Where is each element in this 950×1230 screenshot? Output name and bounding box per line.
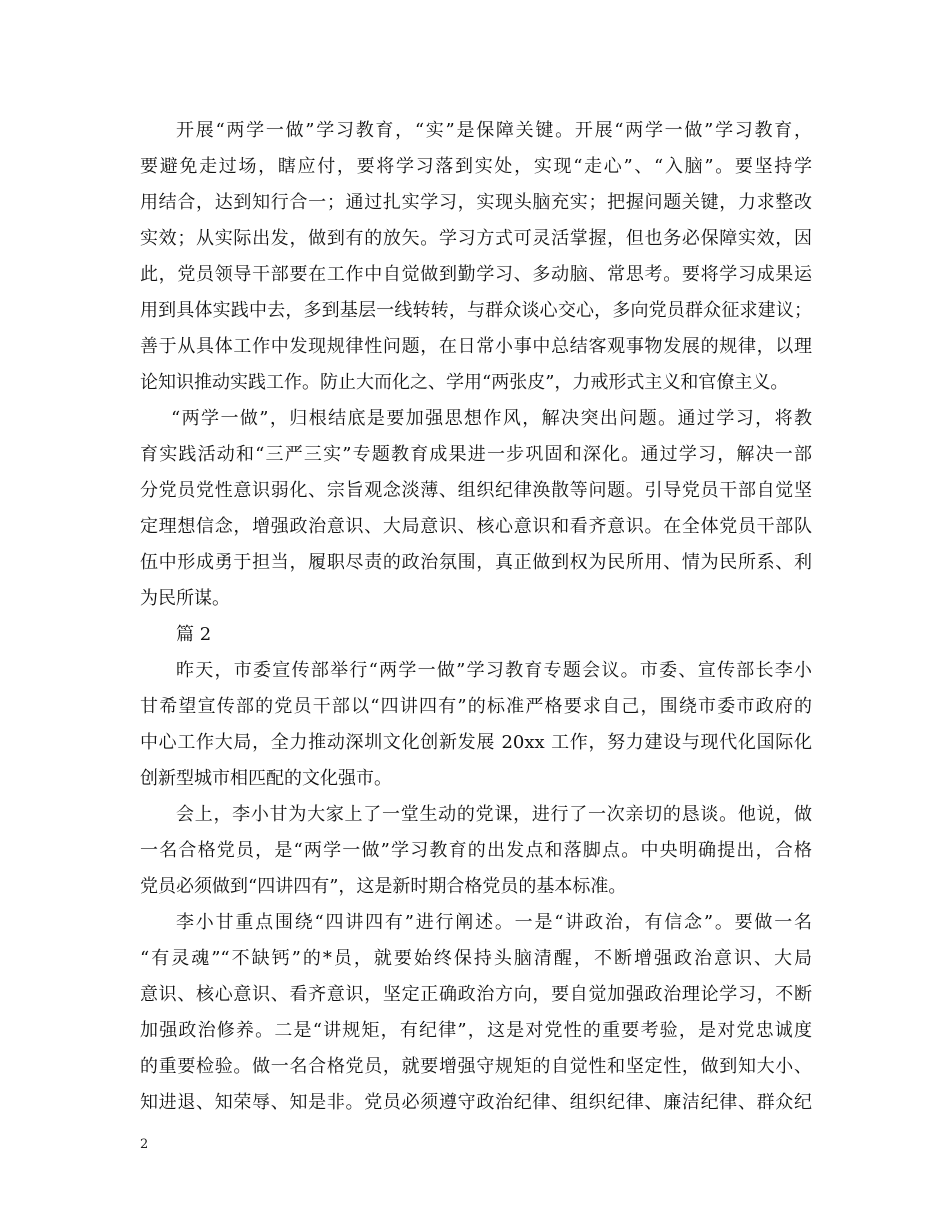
section-heading: 篇 2 [176,624,212,645]
text-line: 用到具体实践中去，多到基层一线转转，与群众谈心交心，多向党员群众征求建议； [140,300,812,321]
text-line: 甘希望宣传部的党员干部以“四讲四有”的标准严格要求自己，围绕市委市政府的 [140,696,812,717]
text-line: 李小甘重点围绕“四讲四有”进行阐述。一是“讲政治，有信念”。要做一名 [176,912,812,933]
text-line: 开展“两学一做”学习教育，“实”是保障关键。开展“两学一做”学习教育， [176,120,812,141]
text-line: 意识、核心意识、看齐意识，坚定正确政治方向，要自觉加强政治理论学习，不断 [140,984,812,1005]
text-line: 的重要检验。做一名合格党员，就要增强守规矩的自觉性和坚定性，做到知大小、 [140,1056,812,1077]
text-line: 创新型城市相匹配的文化强市。 [140,768,392,789]
text-line: “两学一做”，归根结底是要加强思想作风，解决突出问题。通过学习，将教 [171,408,812,429]
text-line: 加强政治修养。二是“讲规矩，有纪律”，这是对党性的重要考验，是对党忠诚度 [140,1020,812,1041]
text-line: 昨天，市委宣传部举行“两学一做”学习教育专题会议。市委、宣传部长李小 [176,660,812,681]
text-line: 用结合，达到知行合一；通过扎实学习，实现头脑充实；把握问题关键，力求整改 [140,192,812,213]
page-number: 2 [140,1137,149,1152]
text-line: 分党员党性意识弱化、宗旨观念淡薄、组织纪律涣散等问题。引导党员干部自觉坚 [140,480,812,501]
text-line: 伍中形成勇于担当，履职尽责的政治氛围，真正做到权为民所用、情为民所系、利 [140,552,812,573]
text-line: “有灵魂”“不缺钙”的*员，就要始终保持头脑清醒，不断增强政治意识、大局 [140,948,812,969]
text-line: 会上，李小甘为大家上了一堂生动的党课，进行了一次亲切的恳谈。他说，做 [176,804,812,825]
text-line: 实效；从实际出发，做到有的放矢。学习方式可灵活掌握，但也务必保障实效，因 [140,228,812,249]
text-line: 此，党员领导干部要在工作中自觉做到勤学习、多动脑、常思考。要将学习成果运 [140,264,812,285]
text-line: 善于从具体工作中发现规律性问题，在日常小事中总结客观事物发展的规律，以理 [140,336,812,357]
text-line: 要避免走过场，瞎应付，要将学习落到实处，实现“走心”、“入脑”。要坚持学 [140,156,812,177]
text-line: 论知识推动实践工作。防止大而化之、学用“两张皮”，力戒形式主义和官僚主义。 [140,372,789,393]
text-line: 中心工作大局，全力推动深圳文化创新发展 20xx 工作，努力建设与现代化国际化 [140,732,812,753]
document-body [140,113,812,1121]
text-line: 一名合格党员，是“两学一做”学习教育的出发点和落脚点。中央明确提出，合格 [140,840,812,861]
text-line: 定理想信念，增强政治意识、大局意识、核心意识和看齐意识。在全体党员干部队 [140,516,812,537]
text-line: 党员必须做到“四讲四有”，这是新时期合格党员的基本标准。 [140,876,627,897]
text-line: 知进退、知荣辱、知是非。党员必须遵守政治纪律、组织纪律、廉洁纪律、群众纪 [140,1092,812,1113]
text-line: 为民所谋。 [140,588,230,609]
text-line: 育实践活动和“三严三实”专题教育成果进一步巩固和深化。通过学习，解决一部 [140,444,812,465]
